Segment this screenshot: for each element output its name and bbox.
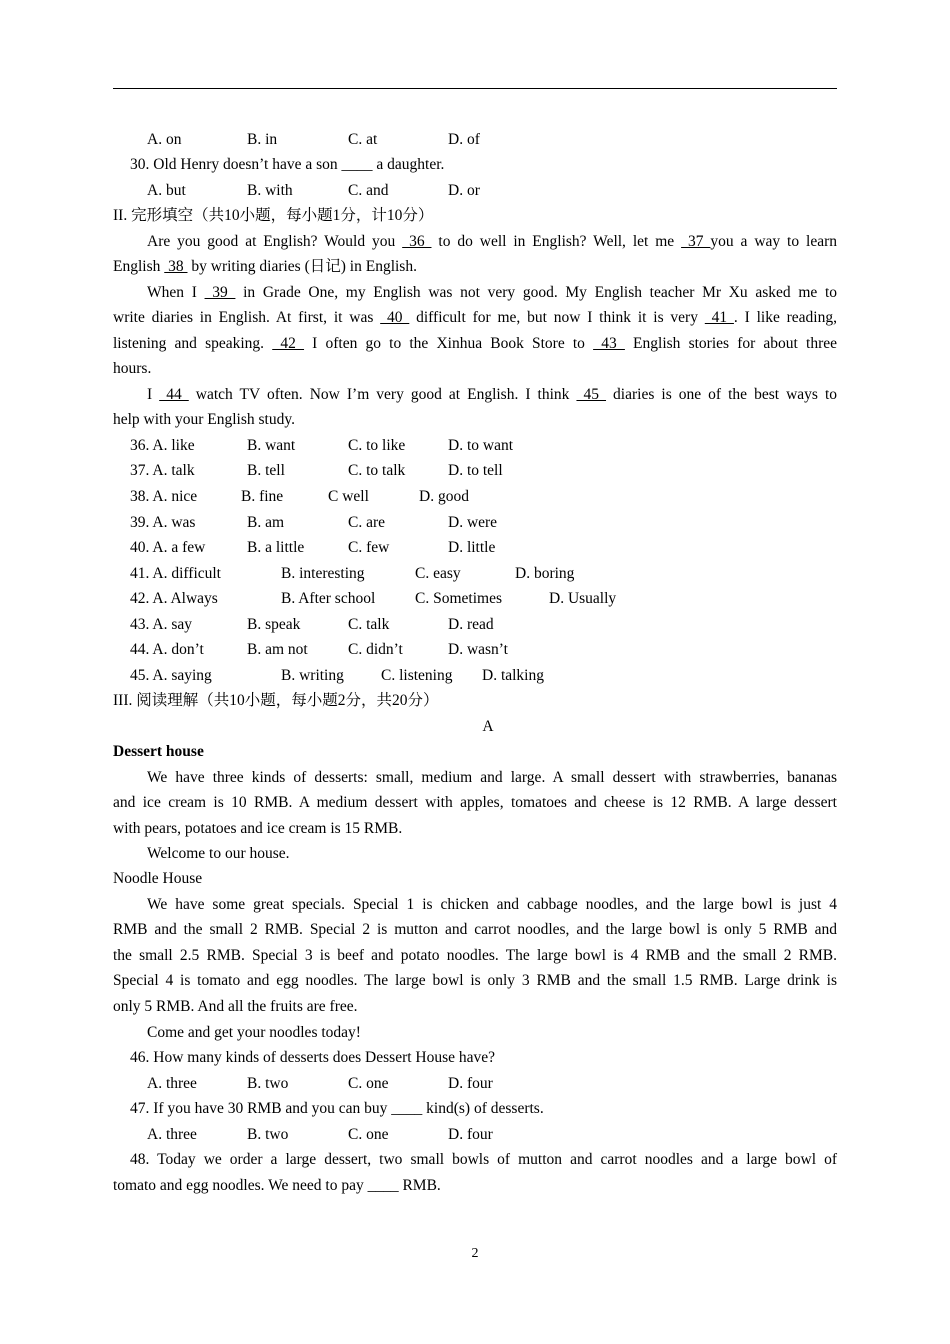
- question-number-option-a: 36. A. like: [130, 437, 195, 454]
- noodle-line-3: the small 2.5 RMB. Special 3 is beef and potato noodles. The large bowl is 4 RMB and the small 2 RMB.: [113, 947, 837, 964]
- q30-options: [113, 178, 837, 203]
- option-c: C. talk: [348, 616, 390, 633]
- option-a: A. on: [147, 131, 182, 148]
- text: When I: [147, 284, 205, 301]
- text: write diaries in English. At first, it was: [113, 309, 381, 326]
- text: diaries is one of the best ways to: [606, 386, 838, 403]
- option-c: C. to like: [348, 437, 406, 454]
- option-b: B. two: [247, 1075, 289, 1092]
- question-41: [113, 561, 837, 586]
- blank-37: 37: [681, 233, 711, 250]
- option-a: A. but: [147, 182, 186, 199]
- noodle-line-2: RMB and the small 2 RMB. Special 2 is mutton and carrot noodles, and the large bowl is only 5 RMB and: [113, 921, 837, 938]
- dessert-line-2: and ice cream is 10 RMB. A medium dessert with apples, tomatoes and cheese is 12 RMB. A large dessert: [113, 794, 837, 811]
- option-d: D. of: [448, 131, 480, 148]
- dessert-line-1: We have three kinds of desserts: small, medium and large. A small dessert with strawberries, bananas: [147, 769, 837, 786]
- blank-43: 43: [593, 335, 625, 352]
- option-c: C. easy: [415, 565, 461, 582]
- option-c: C. one: [348, 1126, 389, 1143]
- noodle-closing: Come and get your noodles today!: [147, 1024, 361, 1041]
- option-b: B. am not: [247, 641, 308, 658]
- option-b: B. want: [247, 437, 296, 454]
- text: to do well in English? Well, let me: [431, 233, 682, 250]
- option-a: A. three: [147, 1075, 197, 1092]
- option-c: C. Sometimes: [415, 590, 502, 607]
- option-c: C. listening: [381, 667, 453, 684]
- noodle-line-4: Special 4 is tomato and egg noodles. The large bowl is only 3 RMB and the small 1.5 RMB. Large drink is: [113, 972, 837, 989]
- page-number: 2: [471, 1246, 479, 1261]
- option-b: B. with: [247, 182, 293, 199]
- cloze-paragraph-3-line-1: [147, 382, 837, 407]
- text: I often go to the Xinhua Book Store to: [304, 335, 594, 352]
- cloze-paragraph-2-line-4: hours.: [113, 360, 152, 377]
- option-b: B. writing: [281, 667, 344, 684]
- option-c: C. few: [348, 539, 390, 556]
- text: . I like reading,: [733, 309, 837, 326]
- question-number-option-a: 38. A. nice: [130, 488, 198, 505]
- question-number-option-a: 43. A. say: [130, 616, 192, 633]
- option-d: D. Usually: [549, 590, 617, 607]
- option-b: B. After school: [281, 590, 376, 607]
- text: English stories for about three: [624, 335, 838, 352]
- option-d: D. or: [448, 182, 480, 199]
- option-b: B. two: [247, 1126, 289, 1143]
- text: difficult for me, but now I think it is very: [409, 309, 705, 326]
- question-number-option-a: 39. A. was: [130, 514, 196, 531]
- text: listening and speaking.: [113, 335, 273, 352]
- option-d: D. good: [419, 488, 469, 505]
- option-d: D. little: [448, 539, 496, 556]
- blank-36: 36: [402, 233, 432, 250]
- dessert-house-title: Dessert house: [113, 743, 204, 760]
- option-c: C. at: [348, 131, 378, 148]
- q29-options: [113, 127, 837, 152]
- cloze-paragraph-1-line-2: [113, 254, 837, 279]
- cloze-paragraph-3-line-2: help with your English study.: [113, 411, 295, 428]
- option-d: D. four: [448, 1126, 493, 1143]
- dessert-welcome: Welcome to our house.: [147, 845, 290, 862]
- blank-44: 44: [159, 386, 189, 403]
- option-c: C. to talk: [348, 462, 406, 479]
- option-b: B. tell: [247, 462, 285, 479]
- dessert-line-3: with pears, potatoes and ice cream is 15 RMB.: [113, 820, 403, 837]
- question-45: [113, 663, 837, 688]
- option-b: B. a little: [247, 539, 305, 556]
- blank-42: 42: [272, 335, 305, 352]
- question-42: [113, 586, 837, 611]
- cloze-paragraph-2-line-2: [113, 305, 837, 330]
- header-rule: [113, 88, 837, 89]
- option-b: B. interesting: [281, 565, 365, 582]
- question-number-option-a: 45. A. saying: [130, 667, 212, 684]
- question-number-option-a: 40. A. a few: [130, 539, 206, 556]
- option-d: D. talking: [482, 667, 544, 684]
- question-38: [113, 484, 837, 509]
- option-c: C. didn’t: [348, 641, 403, 658]
- q47-options: [113, 1122, 837, 1147]
- option-b: B. am: [247, 514, 285, 531]
- q46-stem: 46. How many kinds of desserts does Dessert House have?: [130, 1049, 496, 1066]
- question-number-option-a: 41. A. difficult: [130, 565, 221, 582]
- q46-options: [113, 1071, 837, 1096]
- text: I: [147, 386, 160, 403]
- q48-line-1: 48. Today we order a large dessert, two small bowls of mutton and carrot noodles and a large bowl of: [130, 1151, 837, 1168]
- option-d: D. wasn’t: [448, 641, 508, 658]
- cloze-paragraph-2-line-3: [113, 331, 837, 356]
- q47-stem: 47. If you have 30 RMB and you can buy ____ kind(s) of desserts.: [130, 1100, 544, 1117]
- question-37: [113, 458, 837, 483]
- text: in Grade One, my English was not very good. My English teacher Mr Xu asked me to: [235, 284, 838, 301]
- question-36: [113, 433, 837, 458]
- noodle-house-title: Noodle House: [113, 870, 203, 887]
- cloze-paragraph-1-line-1: [147, 229, 837, 254]
- option-b: B. fine: [241, 488, 284, 505]
- text: watch TV often. Now I’m very good at English. I think: [188, 386, 577, 403]
- question-40: [113, 535, 837, 560]
- option-d: D. were: [448, 514, 498, 531]
- option-d: D. to tell: [448, 462, 503, 479]
- noodle-line-5: only 5 RMB. And all the fruits are free.: [113, 998, 358, 1015]
- question-number-option-a: 44. A. don’t: [130, 641, 204, 658]
- option-d: D. to want: [448, 437, 514, 454]
- blank-40: 40: [380, 309, 410, 326]
- passage-letter: A: [482, 718, 494, 735]
- option-c: C. are: [348, 514, 386, 531]
- option-b: B. speak: [247, 616, 301, 633]
- option-c: C well: [328, 488, 369, 505]
- text: Are you good at English? Would you: [147, 233, 403, 250]
- text: you a way to learn: [710, 233, 837, 250]
- blank-39: 39: [204, 284, 236, 301]
- option-b: B. in: [247, 131, 278, 148]
- option-d: D. four: [448, 1075, 493, 1092]
- option-c: C. and: [348, 182, 389, 199]
- noodle-line-1: We have some great specials. Special 1 is chicken and cabbage noodles, and the large bowl is just 4: [147, 896, 837, 913]
- text: by writing diaries (日记) in English.: [187, 258, 417, 275]
- q30-stem: 30. Old Henry doesn’t have a son ____ a daughter.: [130, 156, 445, 173]
- cloze-paragraph-2-line-1: [147, 280, 837, 305]
- question-39: [113, 510, 837, 535]
- section-ii-heading: II. 完形填空（共10小题，每小题1分，计10分）: [113, 207, 434, 224]
- option-d: D. read: [448, 616, 494, 633]
- blank-45: 45: [576, 386, 607, 403]
- option-c: C. one: [348, 1075, 389, 1092]
- question-43: [113, 612, 837, 637]
- question-number-option-a: 37. A. talk: [130, 462, 195, 479]
- question-number-option-a: 42. A. Always: [130, 590, 218, 607]
- blank-38: 38: [164, 258, 188, 275]
- section-iii-heading: III. 阅读理解（共10小题，每小题2分，共20分）: [113, 692, 439, 709]
- q48-line-2: tomato and egg noodles. We need to pay ____ RMB.: [113, 1177, 441, 1194]
- text: English: [113, 258, 165, 275]
- option-d: D. boring: [515, 565, 575, 582]
- question-44: [113, 637, 837, 662]
- blank-41: 41: [704, 309, 734, 326]
- option-a: A. three: [147, 1126, 197, 1143]
